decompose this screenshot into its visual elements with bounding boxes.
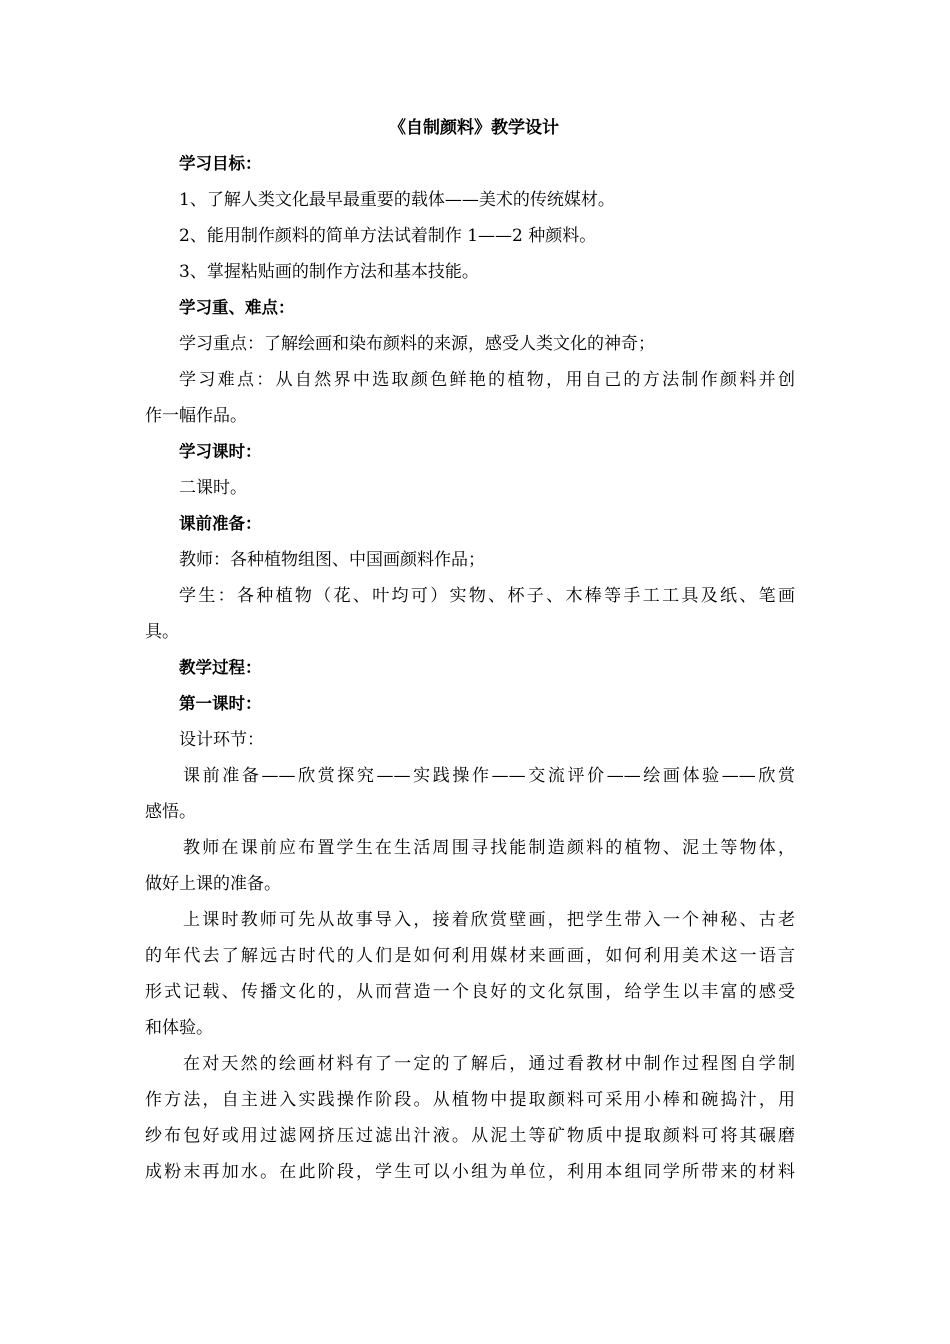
objectives-heading: 学习目标：	[179, 154, 262, 173]
para-1-line-2: 做好上课的准备。	[145, 874, 281, 894]
prep-heading: 课前准备：	[179, 514, 262, 533]
key-point: 学习重点：了解绘画和染布颜料的来源，感受人类文化的神奇；	[179, 334, 655, 354]
key-points-heading: 学习重、难点：	[179, 298, 295, 317]
document-title: 《自制颜料》教学设计	[389, 118, 559, 138]
para-2-line-4: 和体验。	[145, 1018, 213, 1038]
para-3-line-1: 在对天然的绘画材料有了一定的了解后，通过看教材中制作过程图自学制	[183, 1054, 795, 1074]
hours-heading: 学习课时：	[179, 442, 262, 461]
difficulty-line-1: 学习难点：从自然界中选取颜色鲜艳的植物，用自己的方法制作颜料并创	[179, 370, 795, 390]
para-2-line-3: 形式记载、传播文化的，从而营造一个良好的文化氛围，给学生以丰富的感受	[145, 982, 795, 1002]
para-2-line-2: 的年代去了解远古时代的人们是如何利用媒材来画画，如何利用美术这一语言	[145, 946, 795, 966]
lesson-1-heading: 第一课时：	[179, 694, 262, 713]
design-label: 设计环节：	[179, 730, 264, 750]
para-3-line-3: 纱布包好或用过滤网挤压过滤出汁液。从泥土等矿物质中提取颜料可将其碾磨	[145, 1126, 795, 1146]
process-heading: 教学过程：	[179, 658, 262, 677]
prep-student-line-2: 具。	[145, 622, 179, 642]
prep-student-line-1: 学生：各种植物（花、叶均可）实物、杯子、木棒等手工工具及纸、笔画	[179, 586, 795, 606]
objective-1: 1、了解人类文化最早最重要的载体——美术的传统媒材。	[179, 190, 615, 210]
objective-2: 2、能用制作颜料的简单方法试着制作 1——2 种颜料。	[179, 226, 597, 246]
prep-teacher: 教师：各种植物组图、中国画颜料作品；	[179, 550, 485, 570]
flow-line-1: 课前准备——欣赏探究——实践操作——交流评价——绘画体验——欣赏	[183, 766, 795, 786]
hours-text: 二课时。	[179, 478, 247, 498]
objective-3: 3、掌握粘贴画的制作方法和基本技能。	[179, 262, 479, 282]
para-3-line-2: 作方法，自主进入实践操作阶段。从植物中提取颜料可采用小棒和碗捣汁，用	[145, 1090, 795, 1110]
document-page	[145, 110, 795, 1190]
difficulty-line-2: 作一幅作品。	[145, 406, 247, 426]
para-1-line-1: 教师在课前应布置学生在生活周围寻找能制造颜料的植物、泥土等物体，	[183, 838, 795, 858]
para-2-line-1: 上课时教师可先从故事导入，接着欣赏壁画，把学生带入一个神秘、古老	[183, 910, 795, 930]
flow-line-2: 感悟。	[145, 802, 196, 822]
para-3-line-4: 成粉末再加水。在此阶段，学生可以小组为单位，利用本组同学所带来的材料	[145, 1162, 795, 1182]
